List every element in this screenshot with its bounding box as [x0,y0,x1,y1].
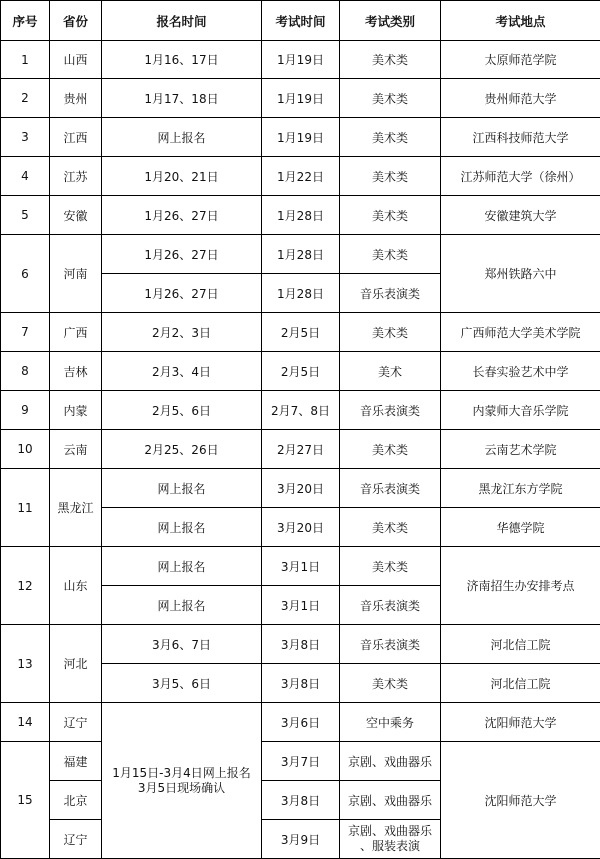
cell-exam-time: 2月27日 [262,430,340,469]
cell-no: 11 [1,469,50,547]
cell-exam-time: 3月20日 [262,508,340,547]
cell-registration: 1月26、27日 [102,274,262,313]
cell-exam-type: 美术类 [340,118,441,157]
table-row [1,352,600,391]
cell-province: 内蒙 [50,391,102,430]
cell-registration: 网上报名 [102,508,262,547]
cell-exam-type: 美术类 [340,547,441,586]
cell-location: 太原师范学院 [441,41,600,79]
cell-exam-type: 美术类 [340,508,441,547]
cell-no: 14 [1,703,50,742]
cell-exam-type [340,820,441,859]
cell-exam-type: 京剧、戏曲器乐 [340,742,441,781]
cell-province: 辽宁 [50,703,102,742]
cell-exam-type: 美术类 [340,313,441,352]
cell-registration: 1月16、17日 [102,41,262,79]
cell-exam-type: 音乐表演类 [340,274,441,313]
cell-province: 广西 [50,313,102,352]
cell-location: 华德学院 [441,508,600,547]
table-row [1,547,600,586]
cell-province: 黑龙江 [50,469,102,547]
cell-exam-type: 美术类 [340,664,441,703]
cell-no: 10 [1,430,50,469]
cell-exam-time: 3月20日 [262,469,340,508]
cell-province: 江西 [50,118,102,157]
cell-exam-type: 美术类 [340,235,441,274]
cell-exam-type: 京剧、戏曲器乐 [340,781,441,820]
cell-exam-time: 1月28日 [262,196,340,235]
cell-province: 安徽 [50,196,102,235]
cell-exam-time: 3月8日 [262,664,340,703]
cell-no: 9 [1,391,50,430]
table-row [1,391,600,430]
cell-registration: 2月2、3日 [102,313,262,352]
cell-registration: 网上报名 [102,118,262,157]
table-row [1,118,600,157]
table-row [1,235,600,274]
table-row [1,313,600,352]
cell-province: 山西 [50,41,102,79]
cell-location: 沈阳师范大学 [441,703,600,742]
cell-no: 15 [1,742,50,859]
cell-no: 12 [1,547,50,625]
cell-registration: 2月3、4日 [102,352,262,391]
cell-exam-time: 1月28日 [262,235,340,274]
cell-location: 内蒙师大音乐学院 [441,391,600,430]
header-no: 序号 [1,1,50,41]
cell-exam-type: 音乐表演类 [340,586,441,625]
table-row [1,157,600,196]
cell-province: 贵州 [50,79,102,118]
cell-location: 济南招生办安排考点 [441,547,600,625]
table-row [1,469,600,508]
cell-exam-type: 音乐表演类 [340,625,441,664]
cell-no: 5 [1,196,50,235]
cell-exam-time: 3月8日 [262,625,340,664]
cell-registration: 1月20、21日 [102,157,262,196]
cell-province: 北京 [50,781,102,820]
cell-registration: 网上报名 [102,469,262,508]
cell-province: 河北 [50,625,102,703]
cell-registration: 2月5、6日 [102,391,262,430]
cell-exam-time: 3月7日 [262,742,340,781]
cell-registration: 网上报名 [102,586,262,625]
cell-no: 8 [1,352,50,391]
cell-exam-time: 2月5日 [262,352,340,391]
cell-exam-type: 美术类 [340,196,441,235]
cell-location: 黑龙江东方学院 [441,469,600,508]
header-registration-time: 报名时间 [102,1,262,41]
cell-province: 福建 [50,742,102,781]
cell-no: 6 [1,235,50,313]
table-row [1,703,600,742]
exam-type-line-2: 、服装表演 [340,839,440,854]
cell-registration: 3月6、7日 [102,625,262,664]
cell-exam-time: 1月22日 [262,157,340,196]
cell-location: 长春实验艺术中学 [441,352,600,391]
cell-exam-time: 1月19日 [262,41,340,79]
header-row [1,1,600,41]
cell-location: 河北信工院 [441,625,600,664]
registration-line-1: 1月15日-3月4日网上报名 [102,766,261,781]
cell-no: 3 [1,118,50,157]
table-row [1,79,600,118]
cell-exam-type: 音乐表演类 [340,469,441,508]
cell-province: 云南 [50,430,102,469]
cell-exam-time: 3月9日 [262,820,340,859]
cell-location: 沈阳师范大学 [441,742,600,859]
registration-line-2: 3月5日现场确认 [102,781,261,796]
cell-no: 2 [1,79,50,118]
cell-exam-time: 1月19日 [262,79,340,118]
cell-exam-type: 美术类 [340,79,441,118]
cell-exam-type: 空中乘务 [340,703,441,742]
cell-location: 贵州师范大学 [441,79,600,118]
exam-type-line-1: 京剧、戏曲器乐 [340,824,440,839]
cell-location: 河北信工院 [441,664,600,703]
cell-location: 江西科技师范大学 [441,118,600,157]
cell-exam-time: 1月28日 [262,274,340,313]
cell-registration: 1月26、27日 [102,196,262,235]
cell-province: 江苏 [50,157,102,196]
table-row [1,41,600,79]
cell-registration: 1月26、27日 [102,235,262,274]
cell-exam-time: 2月5日 [262,313,340,352]
cell-no: 7 [1,313,50,352]
cell-exam-time: 2月7、8日 [262,391,340,430]
cell-registration: 2月25、26日 [102,430,262,469]
cell-registration: 3月5、6日 [102,664,262,703]
cell-no: 4 [1,157,50,196]
cell-province: 辽宁 [50,820,102,859]
header-exam-type: 考试类别 [340,1,441,41]
cell-province: 吉林 [50,352,102,391]
cell-exam-type: 音乐表演类 [340,391,441,430]
cell-province: 河南 [50,235,102,313]
cell-province: 山东 [50,547,102,625]
cell-exam-time: 3月1日 [262,586,340,625]
cell-registration: 网上报名 [102,547,262,586]
cell-registration: 1月17、18日 [102,79,262,118]
cell-exam-type: 美术 [340,352,441,391]
cell-location: 云南艺术学院 [441,430,600,469]
cell-exam-time: 1月19日 [262,118,340,157]
cell-exam-type: 美术类 [340,41,441,79]
cell-exam-time: 3月6日 [262,703,340,742]
cell-exam-time: 3月8日 [262,781,340,820]
header-province: 省份 [50,1,102,41]
cell-exam-type: 美术类 [340,157,441,196]
cell-registration-merged [102,703,262,859]
cell-location: 安徽建筑大学 [441,196,600,235]
cell-no: 13 [1,625,50,703]
table-row [1,742,600,781]
cell-location: 江苏师范大学（徐州） [441,157,600,196]
header-exam-location: 考试地点 [441,1,600,41]
table-row [1,196,600,235]
cell-exam-type: 美术类 [340,430,441,469]
header-exam-time: 考试时间 [262,1,340,41]
table-row [1,430,600,469]
cell-exam-time: 3月1日 [262,547,340,586]
cell-location: 郑州铁路六中 [441,235,600,313]
cell-no: 1 [1,41,50,79]
table-row [1,625,600,664]
cell-location: 广西师范大学美术学院 [441,313,600,352]
